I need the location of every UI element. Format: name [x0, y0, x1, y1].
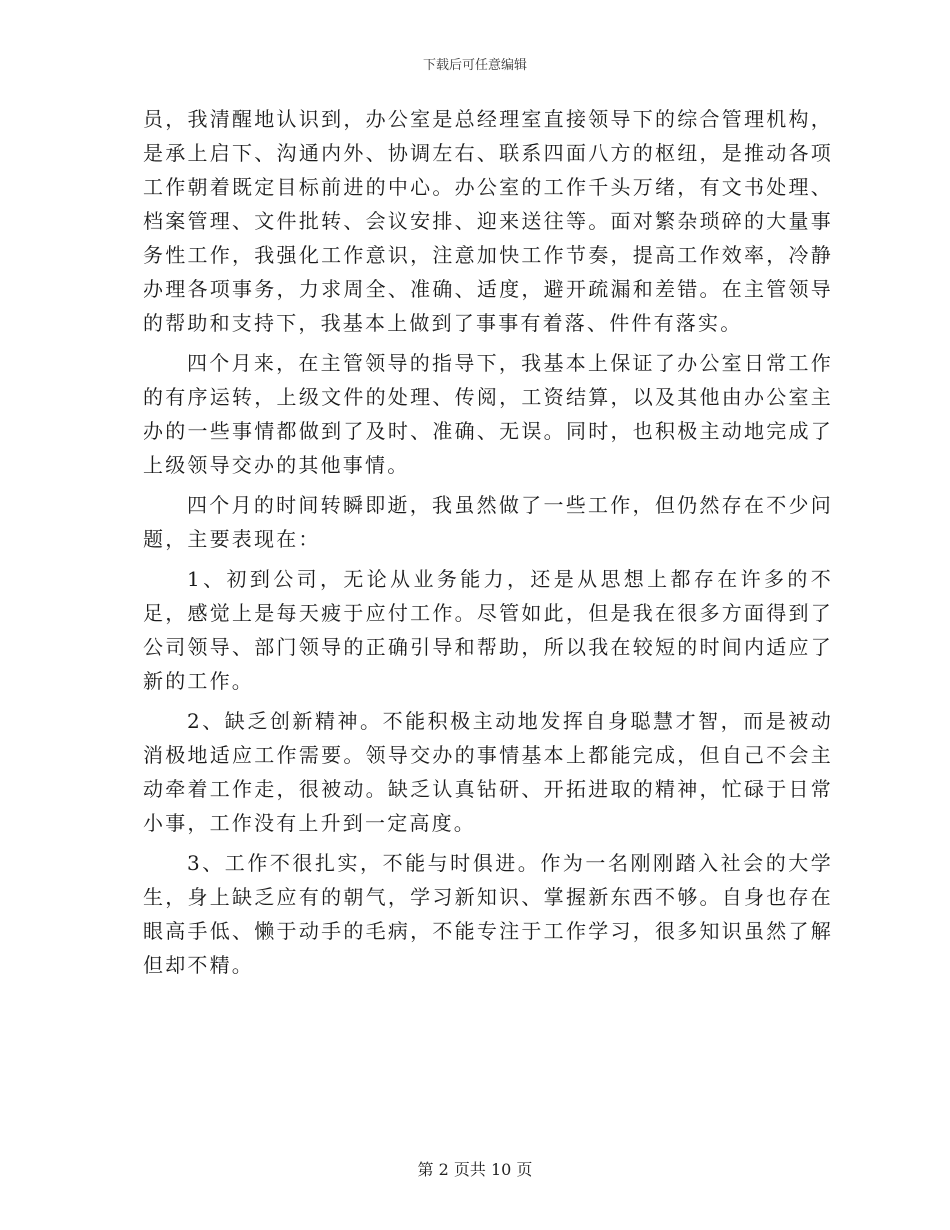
page-header: 下载后可任意编辑	[422, 58, 527, 73]
paragraph-5: 2、缺乏创新精神。不能积极主动地发挥自身聪慧才智，而是被动消极地适应工作需要。领导交办的事情基本上都能完成，但自己不会主动牵着工作走，很被动。缺乏认真钻研、开拓进取的精神，忙碌于日常小事，工作没有上升到一定高度。	[143, 709, 833, 835]
paragraph-6: 3、工作不很扎实，不能与时俱进。作为一名刚刚踏入社会的大学生，身上缺乏应有的朝气，学习新知识、掌握新东西不够。自身也存在眼高手低、懒于动手的毛病，不能专注于工作学习，很多知识虽然了解但却不精。	[143, 851, 833, 977]
paragraph-3: 四个月的时间转瞬即逝，我虽然做了一些工作，但仍然存在不少问题，主要表现在：	[143, 493, 833, 551]
paragraph-1: 员，我清醒地认识到，办公室是总经理室直接领导下的综合管理机构，是承上启下、沟通内外、协调左右、联系四面八方的枢纽，是推动各项工作朝着既定目标前进的中心。办公室的工作千头万绪，有文书处理、档案管理、文件批转、会议安排、迎来送往等。面对繁杂琐碎的大量事务性工作，我强化工作意识，注意加快工作节奏，提高工作效率，冷静办理各项事务，力求周全、准确、适度，避开疏漏和差错。在主管领导的帮助和支持下，我基本上做到了事事有着落、件件有落实。	[143, 107, 833, 335]
page-footer: 第 2 页共 10 页	[417, 1160, 533, 1179]
document-body	[143, 102, 833, 982]
paragraph-4: 1、初到公司，无论从业务能力，还是从思想上都存在许多的不足，感觉上是每天疲于应付工作。尽管如此，但是我在很多方面得到了公司领导、部门领导的正确引导和帮助，所以我在较短的时间内适应了新的工作。	[143, 567, 833, 693]
paragraph-2: 四个月来，在主管领导的指导下，我基本上保证了办公室日常工作的有序运转，上级文件的处理、传阅，工资结算，以及其他由办公室主办的一些事情都做到了及时、准确、无误。同时，也积极主动地完成了上级领导交办的其他事情。	[143, 351, 833, 477]
